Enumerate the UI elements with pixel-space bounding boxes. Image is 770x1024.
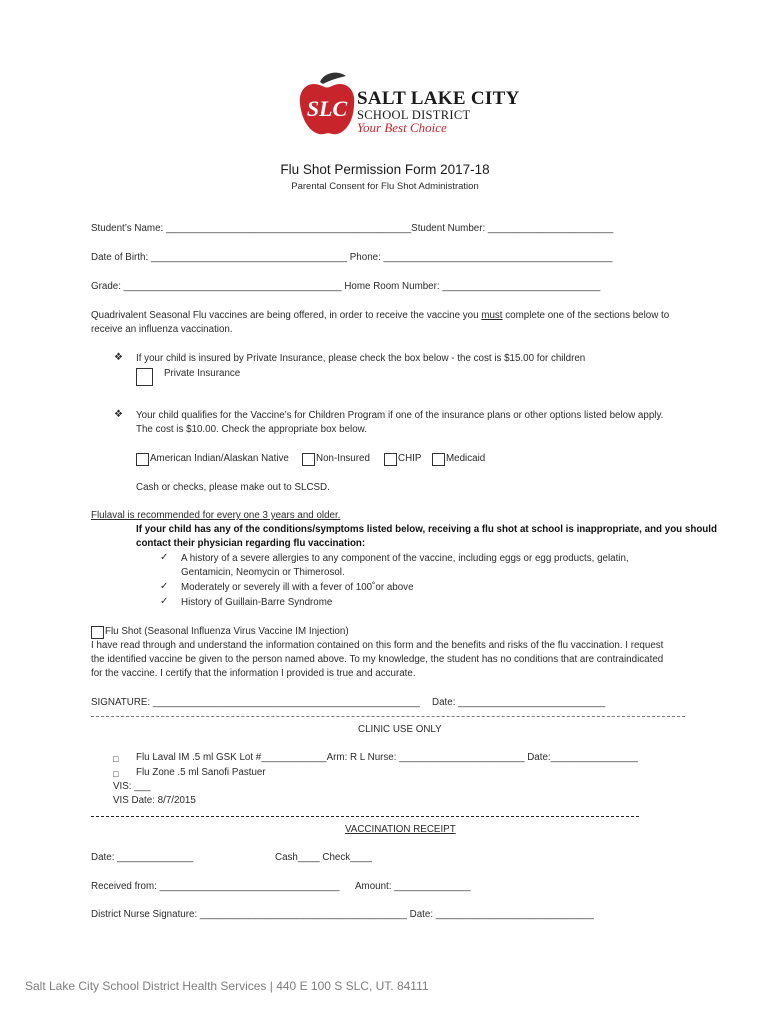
amount-field[interactable]: Amount: ______________ (355, 881, 471, 892)
check-icon: ✓ (160, 596, 169, 607)
grade-homeroom-field[interactable]: Grade: ________________________________________ Home Room Number: _____________________________ (91, 281, 601, 292)
cash-checks-note: Cash or checks, please make out to SLCSD. (136, 482, 330, 493)
form-title: Flu Shot Permission Form 2017-18 (280, 162, 490, 177)
logo-mark-text: SLC (306, 96, 348, 121)
signature-line[interactable]: _________________________________________________ (152, 697, 420, 708)
bullet-diamond-icon: ❖ (114, 352, 123, 363)
logo-tagline: Your Best Choice (357, 120, 447, 135)
warning-line-1: If your child has any of the conditions/symptoms listed below, receiving a flu shot at school is inappropriate, and you should (136, 524, 718, 535)
consent-line-2: the identified vaccine be given to the person named above. To my knowledge, the student has no conditions that are contraindicated (91, 654, 664, 665)
clinic-checkbox-icon[interactable]: □ (113, 754, 119, 764)
clinic-use-heading: CLINIC USE ONLY (358, 724, 442, 735)
logo-line-2: SCHOOL DISTRICT (357, 108, 471, 122)
condition-item: A history of a severe allergies to any component of the vaccine, including eggs or egg products, gelatin, (181, 553, 629, 564)
student-name-field[interactable]: Student’s Name: _____________________________________________Student Number: _______________________ (91, 223, 614, 234)
clinic-checkbox-icon[interactable]: □ (113, 769, 119, 779)
receipt-date-field[interactable]: Date: ______________ (91, 852, 194, 863)
private-insurance-checkbox[interactable] (136, 368, 153, 386)
receipt-cash-check-field[interactable]: Cash____ Check____ (275, 852, 372, 863)
form-subtitle: Parental Consent for Flu Shot Administration (291, 181, 479, 192)
consent-line-3: for the vaccine. I certify that the information I provided is true and accurate. (91, 668, 416, 679)
intro-text-after: complete one of the sections below to (502, 310, 670, 321)
bullet-diamond-icon: ❖ (114, 409, 123, 420)
medicaid-checkbox[interactable] (432, 453, 445, 466)
condition-item-continued: Gentamicin, Neomycin or Thimerosol. (181, 567, 345, 578)
condition-item: Moderately or severely ill with a fever of 100˚or above (181, 582, 414, 593)
intro-must: must (481, 310, 503, 321)
logo-line-1: SALT LAKE CITY (357, 88, 520, 109)
signature-date-row (432, 696, 605, 710)
signature-label: SIGNATURE: (91, 697, 153, 708)
signature-date-line[interactable]: ___________________________ (458, 697, 606, 708)
clinic-row-flulaval: Flu Laval IM .5 ml GSK Lot #____________Arm: R L Nurse: _______________________ Date:________________ (136, 752, 638, 763)
apple-logo-icon (294, 70, 364, 140)
check-icon: ✓ (160, 552, 169, 563)
footer-address: Salt Lake City School District Health Services | 440 E 100 S SLC, UT. 84111 (25, 979, 429, 993)
received-from-field[interactable]: Received from: _________________________________ (91, 881, 340, 892)
vfc-text-line-1: Your child qualifies for the Vaccine’s for Children Program if one of the insurance plans or other options listed below apply. (136, 410, 664, 421)
vfc-text-line-2: The cost is $10.00. Check the appropriate box below. (136, 424, 367, 435)
flu-shot-label: Flu Shot (Seasonal Influenza Virus Vaccine IM Injection) (105, 626, 349, 637)
warning-line-2: contact their physician regarding flu vaccination: (136, 538, 366, 549)
nurse-signature-field[interactable]: District Nurse Signature: ______________________________________ Date: _____________________________ (91, 909, 594, 920)
intro-text-before: Quadrivalent Seasonal Flu vaccines are being offered, in order to receive the vaccine you (91, 310, 482, 321)
clinic-row-fluzone: Flu Zone .5 ml Sanofi Pastuer (136, 767, 266, 778)
private-insurance-label: Private Insurance (164, 368, 241, 379)
flulaval-heading: Flulaval is recommended for every one 3 years and older. (91, 510, 341, 521)
consent-line-1: I have read through and understand the information contained on this form and the benefits and risks of the flu vaccination. I request (91, 640, 664, 651)
intro-line-2: receive an influenza vaccination. (91, 324, 233, 335)
dob-phone-field[interactable]: Date of Birth: ____________________________________ Phone: __________________________________________ (91, 252, 613, 263)
medicaid-label: Medicaid (446, 453, 486, 464)
condition-item: History of Guillain-Barre Syndrome (181, 597, 333, 608)
intro-line-1 (91, 309, 669, 323)
divider (91, 816, 639, 817)
flu-shot-checkbox[interactable] (91, 626, 104, 639)
non-insured-checkbox[interactable] (302, 453, 315, 466)
american-indian-checkbox[interactable] (136, 453, 149, 466)
chip-label: CHIP (398, 453, 422, 464)
private-insurance-text: If your child is insured by Private Insurance, please check the box below - the cost is $15.00 for children (136, 353, 586, 364)
vis-date: VIS Date: 8/7/2015 (113, 795, 196, 806)
check-icon: ✓ (160, 581, 169, 592)
non-insured-label: Non-Insured (316, 453, 370, 464)
divider (91, 716, 685, 717)
signature-row (91, 696, 420, 710)
chip-checkbox[interactable] (384, 453, 397, 466)
vis-field: VIS: ___ (113, 781, 151, 792)
vaccination-receipt-heading: VACCINATION RECEIPT (345, 824, 456, 835)
signature-date-label: Date: (432, 697, 459, 708)
american-indian-label: American Indian/Alaskan Native (150, 453, 289, 464)
